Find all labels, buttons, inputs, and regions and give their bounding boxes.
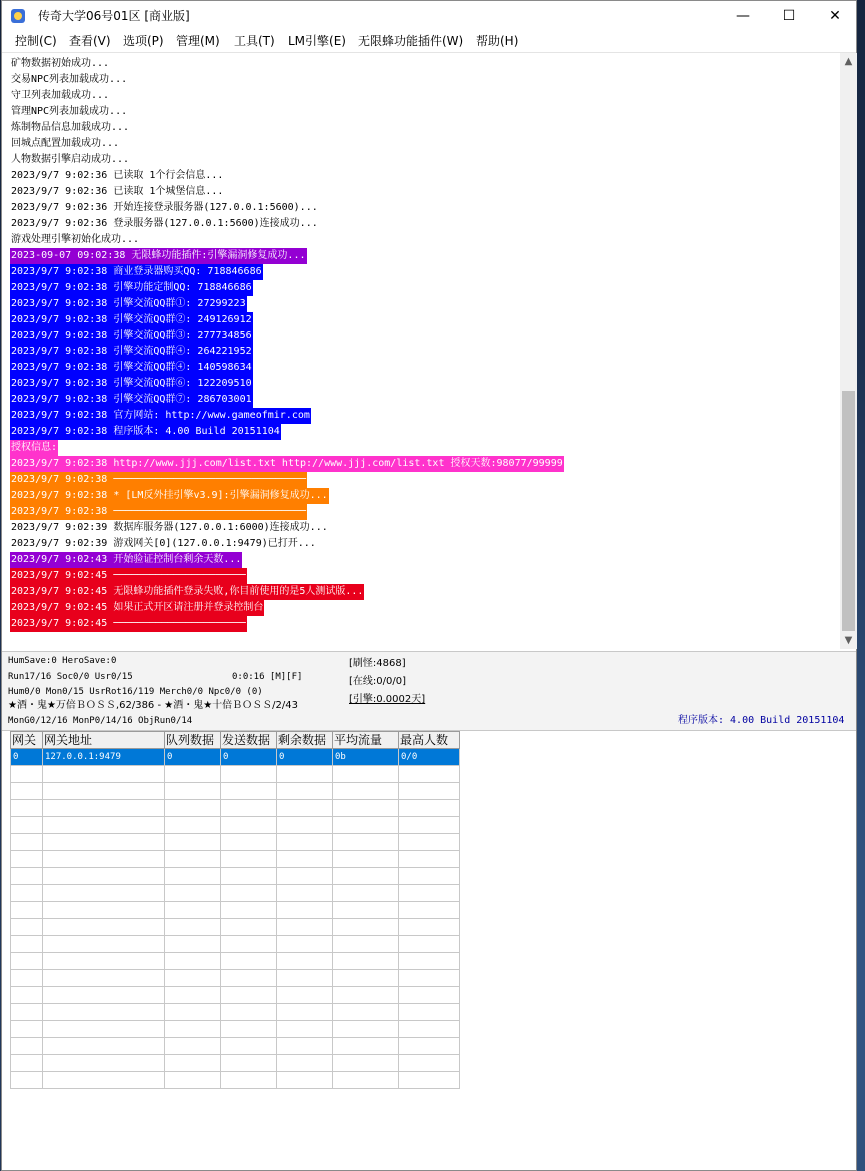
menu-bar <box>2 31 856 53</box>
status-mon: MonG0/12/16 MonP0/14/16 ObjRun0/14 <box>8 716 193 726</box>
table-cell <box>399 953 460 970</box>
table-row[interactable] <box>11 1021 460 1038</box>
menu-manage[interactable]: 管理(M) <box>176 34 220 48</box>
table-cell <box>399 800 460 817</box>
table-cell <box>277 902 333 919</box>
table-cell: 0 <box>277 749 333 766</box>
table-cell <box>333 970 399 987</box>
log-line: 2023/9/7 9:02:38 * [LM反外挂引擎v3.9]:引擎漏洞修复成功... <box>10 488 329 504</box>
table-row[interactable] <box>11 783 460 800</box>
table-cell <box>11 970 43 987</box>
minimize-button[interactable]: — <box>736 8 750 24</box>
table-cell <box>333 766 399 783</box>
log-line: 2023/9/7 9:02:36 开始连接登录服务器(127.0.0.1:5600)... <box>11 202 318 213</box>
table-cell <box>43 1072 165 1089</box>
table-cell <box>333 1055 399 1072</box>
table-cell <box>333 987 399 1004</box>
table-row[interactable] <box>11 919 460 936</box>
table-cell <box>43 1038 165 1055</box>
table-cell <box>221 800 277 817</box>
menu-view[interactable]: 查看(V) <box>69 34 111 48</box>
table-cell <box>165 1004 221 1021</box>
table-cell <box>43 1055 165 1072</box>
column-header[interactable]: 发送数据 <box>221 732 277 749</box>
table-cell <box>11 1072 43 1089</box>
status-refresh: [刷怪:4868] <box>349 658 406 669</box>
table-row[interactable] <box>11 936 460 953</box>
table-cell <box>221 1072 277 1089</box>
table-cell <box>333 851 399 868</box>
version-label: 程序版本: 4.00 Build 20151104 <box>678 715 845 726</box>
log-line: 2023/9/7 9:02:38 ──────────────────────────────── <box>10 472 307 488</box>
table-cell <box>11 817 43 834</box>
table-cell <box>165 834 221 851</box>
table-cell <box>277 834 333 851</box>
scroll-down-arrow-icon[interactable]: ▼ <box>844 635 853 646</box>
log-line: 2023/9/7 9:02:38 引擎功能定制QQ: 718846686 <box>10 280 253 296</box>
table-cell <box>333 1072 399 1089</box>
table-row[interactable] <box>11 749 460 766</box>
table-cell <box>333 919 399 936</box>
status-boss: ★酒・鬼★万倍ＢＯＳＳ,62/386 - ★酒・鬼★十倍ＢＯＳＳ/2/43 <box>8 700 299 711</box>
table-cell <box>11 885 43 902</box>
table-cell <box>11 800 43 817</box>
table-cell <box>165 783 221 800</box>
table-cell <box>221 1055 277 1072</box>
table-row[interactable] <box>11 1038 460 1055</box>
table-cell <box>399 1072 460 1089</box>
table-cell <box>399 1021 460 1038</box>
log-line: 2023/9/7 9:02:45 如果正式开区请注册并登录控制台 <box>10 600 264 616</box>
table-cell <box>399 783 460 800</box>
table-cell <box>11 953 43 970</box>
column-header[interactable]: 网关 <box>11 732 43 749</box>
table-cell <box>11 1021 43 1038</box>
table-cell: 0/0 <box>399 749 460 766</box>
table-cell <box>221 936 277 953</box>
log-line: 守卫列表加载成功... <box>11 90 110 101</box>
table-cell <box>333 1038 399 1055</box>
table-cell <box>43 936 165 953</box>
table-cell: 0 <box>165 749 221 766</box>
table-cell <box>43 970 165 987</box>
table-cell <box>399 834 460 851</box>
log-line: 2023-09-07 09:02:38 无限蜂功能插件:引擎漏洞修复成功... <box>10 248 307 264</box>
table-cell <box>165 1072 221 1089</box>
log-line: 交易NPC列表加载成功... <box>11 74 128 85</box>
log-line: 2023/9/7 9:02:45 ────────────────────── <box>10 616 247 632</box>
log-line: 2023/9/7 9:02:38 引擎交流QQ群③: 277734856 <box>10 328 253 344</box>
table-cell <box>43 919 165 936</box>
table-cell <box>221 817 277 834</box>
status-panel <box>2 651 856 731</box>
menu-lm-engine[interactable]: LM引擎(E) <box>288 34 346 48</box>
table-cell <box>221 919 277 936</box>
log-line: 2023/9/7 9:02:45 ────────────────────── <box>10 568 247 584</box>
table-cell <box>399 851 460 868</box>
log-line: 2023/9/7 9:02:36 已读取 1个城堡信息... <box>11 186 224 197</box>
log-line: 2023/9/7 9:02:38 商业登录器购买QQ: 718846686 <box>10 264 263 280</box>
table-cell <box>43 1021 165 1038</box>
log-line: 2023/9/7 9:02:36 登录服务器(127.0.0.1:5600)连接成功... <box>11 218 318 229</box>
table-cell <box>399 1038 460 1055</box>
menu-plugin[interactable]: 无限蜂功能插件(W) <box>358 34 464 48</box>
column-header[interactable]: 最高人数 <box>399 732 460 749</box>
status-hum: Hum0/0 Mon0/15 UsrRot16/119 Merch0/0 Npc0/0 (0) <box>8 687 263 697</box>
column-header[interactable]: 平均流量 <box>333 732 399 749</box>
table-cell <box>43 834 165 851</box>
table-cell <box>43 800 165 817</box>
table-cell <box>221 1004 277 1021</box>
gateway-grid[interactable] <box>10 731 460 1091</box>
log-line: 游戏处理引擎初始化成功... <box>11 234 140 245</box>
column-header[interactable]: 剩余数据 <box>277 732 333 749</box>
log-line: 2023/9/7 9:02:43 开始验证控制台剩余天数... <box>10 552 242 568</box>
table-cell <box>221 953 277 970</box>
table-cell <box>277 953 333 970</box>
table-cell <box>11 902 43 919</box>
log-line: 2023/9/7 9:02:38 官方网站: http://www.gameofmir.com <box>10 408 311 424</box>
table-row[interactable] <box>11 953 460 970</box>
table-cell <box>11 868 43 885</box>
table-cell <box>277 783 333 800</box>
table-cell <box>165 885 221 902</box>
table-cell <box>333 885 399 902</box>
table-cell <box>43 851 165 868</box>
log-line: 2023/9/7 9:02:38 ──────────────────────────────── <box>10 504 307 520</box>
table-cell <box>333 1004 399 1021</box>
log-line: 2023/9/7 9:02:36 已读取 1个行会信息... <box>11 170 224 181</box>
table-cell <box>399 1055 460 1072</box>
table-cell <box>11 919 43 936</box>
table-cell <box>277 970 333 987</box>
table-cell <box>277 800 333 817</box>
table-cell <box>277 851 333 868</box>
table-cell <box>165 936 221 953</box>
table-cell <box>43 953 165 970</box>
table-cell <box>277 885 333 902</box>
column-header[interactable]: 队列数据 <box>165 732 221 749</box>
table-cell <box>165 851 221 868</box>
table-cell <box>165 970 221 987</box>
table-cell <box>333 817 399 834</box>
table-cell <box>333 783 399 800</box>
table-row[interactable] <box>11 766 460 783</box>
status-online: [在线:0/0/0] <box>349 676 406 687</box>
table-cell <box>399 970 460 987</box>
table-cell <box>11 851 43 868</box>
table-cell <box>277 766 333 783</box>
table-cell <box>11 1004 43 1021</box>
table-cell <box>165 1038 221 1055</box>
status-run: Run17/16 Soc0/0 Usr0/15 <box>8 672 133 682</box>
table-cell <box>165 902 221 919</box>
log-line: 2023/9/7 9:02:38 程序版本: 4.00 Build 20151104 <box>10 424 281 440</box>
log-line: 2023/9/7 9:02:38 http://www.jjj.com/list.txt http://www.jjj.com/list.txt 授权天数:98077/99999 <box>10 456 564 472</box>
log-line: 管理NPC列表加载成功... <box>11 106 128 117</box>
table-cell <box>277 1004 333 1021</box>
table-row[interactable] <box>11 987 460 1004</box>
menu-help[interactable]: 帮助(H) <box>476 34 519 48</box>
log-line: 2023/9/7 9:02:45 无限蜂功能插件登录失败,你目前使用的是5人测试版... <box>10 584 364 600</box>
table-cell <box>277 1055 333 1072</box>
table-row[interactable] <box>11 1072 460 1089</box>
table-cell: 0 <box>11 749 43 766</box>
table-cell <box>333 902 399 919</box>
log-line: 2023/9/7 9:02:39 游戏网关[0](127.0.0.1:9479)已打开... <box>11 538 316 549</box>
log-line: 2023/9/7 9:02:38 引擎交流QQ群④: 264221952 <box>10 344 253 360</box>
table-cell <box>11 766 43 783</box>
table-cell <box>221 783 277 800</box>
log-line: 授权信息: <box>10 440 58 456</box>
table-cell <box>399 1004 460 1021</box>
table-row[interactable] <box>11 868 460 885</box>
table-cell <box>399 936 460 953</box>
app-icon <box>10 8 26 24</box>
table-cell <box>165 1021 221 1038</box>
table-cell <box>333 834 399 851</box>
table-cell <box>43 885 165 902</box>
status-engine: [引擎:0.0002天] <box>349 694 426 705</box>
gateway-table <box>10 731 460 1089</box>
table-cell <box>277 817 333 834</box>
table-cell: 0b <box>333 749 399 766</box>
table-cell <box>43 868 165 885</box>
log-line: 2023/9/7 9:02:38 引擎交流QQ群②: 249126912 <box>10 312 253 328</box>
table-cell <box>43 783 165 800</box>
scroll-up-arrow-icon[interactable]: ▲ <box>844 56 853 67</box>
table-cell <box>277 987 333 1004</box>
table-cell <box>11 1038 43 1055</box>
menu-options[interactable]: 选项(P) <box>123 34 164 48</box>
table-cell <box>399 885 460 902</box>
column-header[interactable]: 网关地址 <box>43 732 165 749</box>
window-title: 传奇大学06号01区 [商业版] <box>38 9 190 23</box>
table-row[interactable] <box>11 851 460 868</box>
table-cell <box>333 936 399 953</box>
maximize-button[interactable]: ☐ <box>782 8 796 24</box>
table-cell <box>221 766 277 783</box>
log-line: 人物数据引擎启动成功... <box>11 154 130 165</box>
table-cell <box>11 987 43 1004</box>
table-cell <box>221 1038 277 1055</box>
table-cell <box>221 885 277 902</box>
log-scrollbar[interactable] <box>840 53 857 649</box>
gateway-table-header <box>11 732 460 749</box>
log-line: 炼制物品信息加载成功... <box>11 122 130 133</box>
table-cell <box>277 1072 333 1089</box>
title-bar <box>2 1 856 31</box>
table-cell <box>43 987 165 1004</box>
table-cell: 127.0.0.1:9479 <box>43 749 165 766</box>
table-cell <box>333 1021 399 1038</box>
log-line: 2023/9/7 9:02:38 引擎交流QQ群④: 140598634 <box>10 360 253 376</box>
table-cell <box>221 987 277 1004</box>
table-cell <box>165 817 221 834</box>
table-cell <box>333 868 399 885</box>
table-cell <box>165 987 221 1004</box>
table-row[interactable] <box>11 1004 460 1021</box>
table-cell <box>221 834 277 851</box>
table-cell <box>221 970 277 987</box>
table-cell <box>165 868 221 885</box>
table-cell <box>165 953 221 970</box>
log-line: 2023/9/7 9:02:38 引擎交流QQ群⑦: 286703001 <box>10 392 253 408</box>
table-cell <box>11 936 43 953</box>
log-line: 矿物数据初始成功... <box>11 58 110 69</box>
table-cell <box>399 817 460 834</box>
table-cell <box>221 902 277 919</box>
table-cell <box>277 1021 333 1038</box>
table-cell <box>333 953 399 970</box>
table-cell <box>43 766 165 783</box>
table-cell <box>165 919 221 936</box>
table-row[interactable] <box>11 800 460 817</box>
status-timer: 0:0:16 [M][F] <box>232 672 303 682</box>
table-cell <box>399 987 460 1004</box>
table-cell <box>11 783 43 800</box>
table-row[interactable] <box>11 902 460 919</box>
table-cell: 0 <box>221 749 277 766</box>
table-row[interactable] <box>11 885 460 902</box>
table-cell <box>43 817 165 834</box>
table-cell <box>333 800 399 817</box>
table-row[interactable] <box>11 834 460 851</box>
log-line: 2023/9/7 9:02:38 引擎交流QQ群①: 27299223 <box>10 296 247 312</box>
log-output[interactable] <box>10 53 840 649</box>
scroll-thumb[interactable] <box>842 391 855 631</box>
log-line: 2023/9/7 9:02:39 数据库服务器(127.0.0.1:6000)连接成功... <box>11 522 328 533</box>
table-row[interactable] <box>11 970 460 987</box>
table-cell <box>221 851 277 868</box>
table-cell <box>11 834 43 851</box>
table-cell <box>399 902 460 919</box>
table-cell <box>43 1004 165 1021</box>
table-cell <box>221 1021 277 1038</box>
table-cell <box>43 902 165 919</box>
table-cell <box>165 1055 221 1072</box>
table-cell <box>277 1038 333 1055</box>
table-cell <box>165 766 221 783</box>
table-cell <box>11 1055 43 1072</box>
main-window <box>1 0 857 1171</box>
menu-control[interactable]: 控制(C) <box>15 34 57 48</box>
table-cell <box>165 800 221 817</box>
menu-tools[interactable]: 工具(T) <box>234 34 275 48</box>
table-row[interactable] <box>11 817 460 834</box>
close-button[interactable]: ✕ <box>829 8 841 24</box>
log-line: 回城点配置加载成功... <box>11 138 120 149</box>
table-cell <box>277 868 333 885</box>
table-cell <box>221 868 277 885</box>
table-cell <box>277 919 333 936</box>
table-cell <box>277 936 333 953</box>
table-cell <box>399 919 460 936</box>
status-save: HumSave:0 HeroSave:0 <box>8 656 117 666</box>
table-cell <box>399 868 460 885</box>
table-cell <box>399 766 460 783</box>
table-row[interactable] <box>11 1055 460 1072</box>
log-line: 2023/9/7 9:02:38 引擎交流QQ群⑥: 122209510 <box>10 376 253 392</box>
